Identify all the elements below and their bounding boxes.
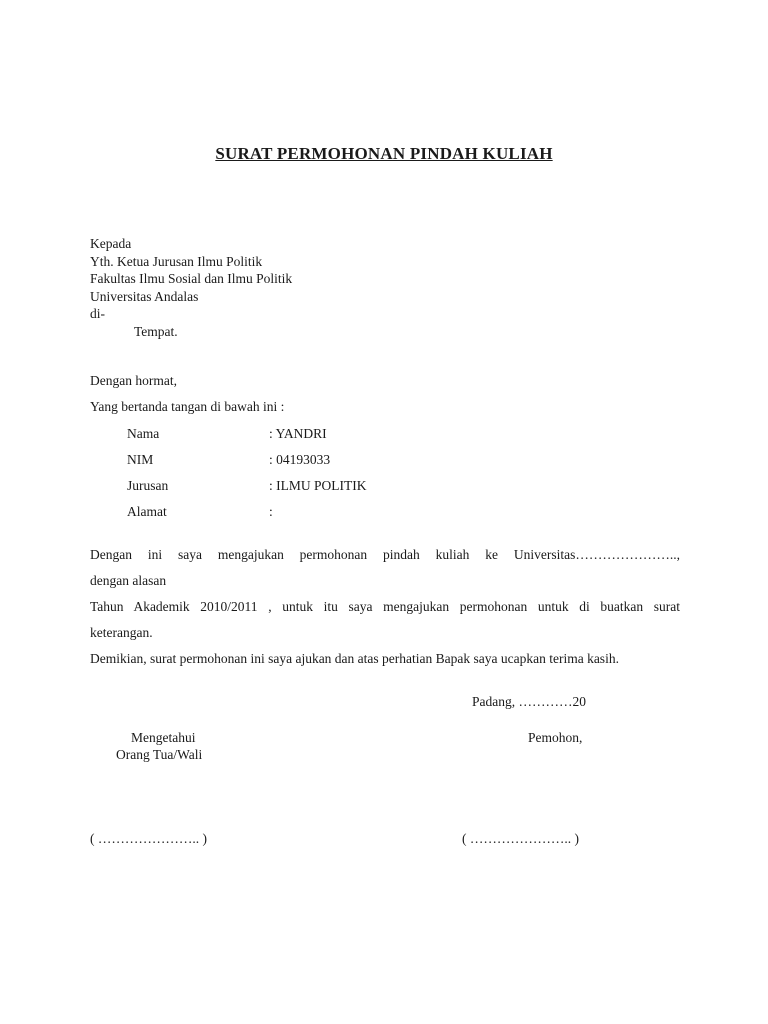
field-label-nama: Nama (127, 426, 160, 441)
recipient-line-3: Universitas Andalas (90, 288, 199, 304)
recipient-kepada: Kepada (90, 236, 132, 251)
body-line-5: Demikian, surat permohonan ini saya ajukan dan atas perhatian Bapak saya ucapkan terima kasih. (90, 651, 619, 666)
intro-line: Yang bertanda tangan di bawah ini : (90, 399, 285, 414)
letter-title: SURAT PERMOHONAN PINDAH KULIAH (215, 144, 553, 163)
field-label-jurusan: Jurusan (127, 478, 169, 493)
body-line-1: Dengan ini saya mengajukan permohonan pindah kuliah ke Universitas………………….., (90, 547, 680, 562)
place-date: Padang, …………20 (472, 694, 586, 709)
body-line-4: keterangan. (90, 625, 153, 640)
recipient-line-2: Fakultas Ilmu Sosial dan Ilmu Politik (90, 271, 293, 286)
field-value-jurusan: : ILMU POLITIK (269, 478, 367, 493)
field-value-nama: : YANDRI (269, 426, 327, 441)
field-value-alamat: : (269, 504, 273, 519)
field-value-nim: : 04193033 (269, 452, 331, 467)
sign-left-label: Mengetahui (131, 730, 196, 745)
recipient-block (90, 235, 292, 340)
sign-left-blank: ( ………………….. ) (90, 831, 207, 846)
sign-right-label: Pemohon, (528, 730, 583, 745)
sign-right-blank: ( ………………….. ) (462, 831, 579, 846)
field-label-nim: NIM (127, 452, 154, 467)
field-label-alamat: Alamat (127, 504, 167, 519)
greeting: Dengan hormat, (90, 373, 177, 388)
recipient-line-5: Tempat. (134, 323, 178, 339)
sign-left-role: Orang Tua/Wali (116, 747, 203, 762)
recipient-line-1: Yth. Ketua Jurusan Ilmu Politik (90, 253, 263, 269)
body-line-2: dengan alasan (90, 573, 167, 588)
body-line-3: Tahun Akademik 2010/2011 , untuk itu saya mengajukan permohonan untuk di buatkan surat (90, 599, 680, 614)
recipient-line-4: di- (90, 306, 105, 321)
